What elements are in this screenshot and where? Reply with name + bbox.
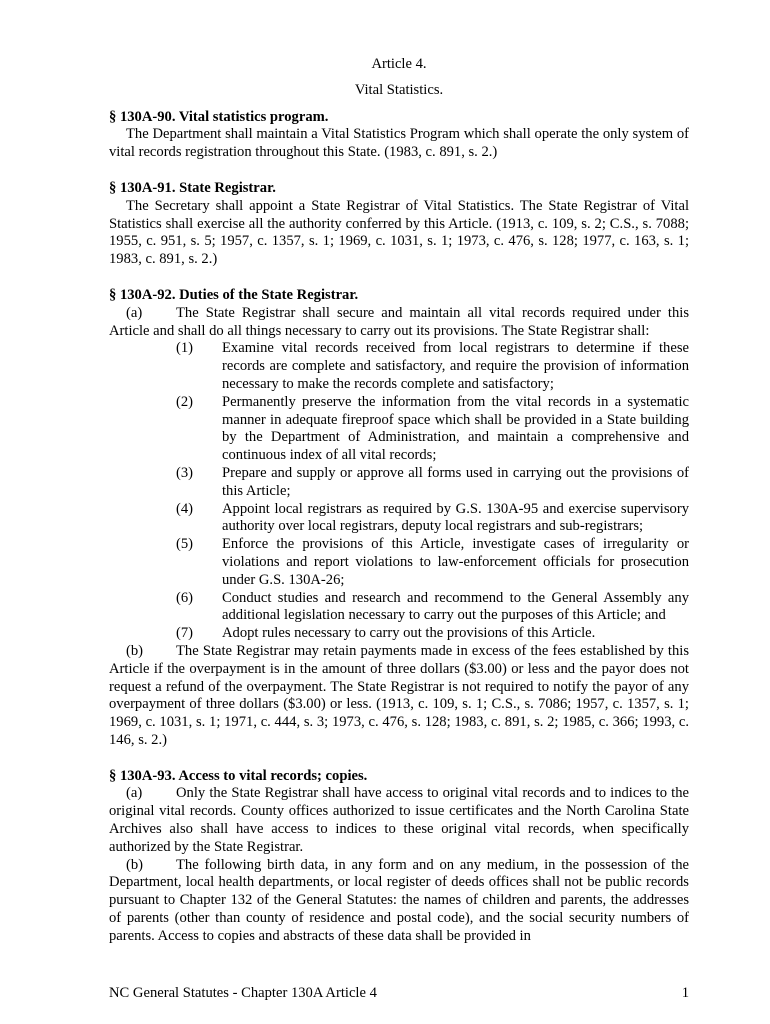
item-number: (1) — [176, 340, 194, 357]
page-footer — [109, 985, 689, 1003]
subsection-b — [109, 857, 689, 946]
subsection-b — [109, 643, 689, 750]
subsection-marker: (a) — [126, 785, 143, 802]
item-text: Adopt rules necessary to carry out the provisions of this Article. — [222, 625, 596, 642]
item-number: (3) — [176, 464, 194, 481]
item-text: Conduct studies and research and recommend to the General Assembly any additional legislation necessary to carry out the purposes of this Article; and — [222, 589, 689, 624]
item-text: Prepare and supply or approve all forms used in carrying out the provisions of this Article; — [222, 464, 689, 499]
subsection-a — [109, 305, 689, 341]
list-item — [109, 501, 689, 537]
item-number: (6) — [176, 589, 194, 606]
list-item — [109, 536, 689, 589]
subsection-text: The State Registrar may retain payments made in excess of the fees established by this Article if the overpayment is in the amount of three dollars ($3.00) or less and the payor does not request a refund of the overpayment. The State Registrar is not required to notify the payor of any overpayment of three dollars ($3.00) or less. (1913, c. 109, s. 1; C.S., s. 7086; 1957, c. 1357, s. 1; 1969, c. 1031, s. 1; 1971, c. 444, s. 3; 1973, c. 476, s. 128; 1983, c. 891, s. 2; 1985, c. 366; 1993, c. 146, s. 2.) — [109, 642, 689, 748]
subsection-text: The State Registrar shall secure and maintain all vital records required under this Article and shall do all things necessary to carry out its provisions. The State Registrar shall: — [109, 304, 689, 339]
subsection-a — [109, 785, 689, 856]
list-item — [109, 340, 689, 393]
section-130a-90 — [109, 109, 689, 162]
section-heading: § 130A-92. Duties of the State Registrar. — [109, 286, 359, 303]
item-number: (7) — [176, 625, 194, 642]
section-130a-91 — [109, 180, 689, 269]
section-heading: § 130A-90. Vital statistics program. — [109, 108, 329, 125]
duties-list — [109, 340, 689, 643]
subsection-text: Only the State Registrar shall have access to original vital records and to indices to the original vital records. County offices authorized to issue certificates and the North Carolina State Archives also shall have access to indices to these original vital records, when specifically authorized by the State Registrar. — [109, 785, 689, 855]
section-text: The Department shall maintain a Vital Statistics Program which shall operate the only system of vital records registration throughout this State. (1983, c. 891, s. 2.) — [109, 126, 689, 161]
subsection-marker: (b) — [126, 642, 144, 659]
section-text: The Secretary shall appoint a State Registrar of Vital Statistics. The State Registrar of Vital Statistics shall exercise all the authority conferred by this Article. (1913, c. 109, s. 2; C.S., s. 7088; 1955, c. 951, s. 5; 1957, c. 1357, s. 1; 1969, c. 1031, s. 1; 1973, c. 476, s. 128; 1977, c. 163, s. 1; 1983, c. 891, s. 2.) — [109, 197, 689, 268]
list-item — [109, 465, 689, 501]
subsection-marker: (a) — [126, 304, 143, 321]
list-item — [109, 625, 689, 643]
page-number: 1 — [681, 985, 689, 1001]
list-item — [109, 590, 689, 626]
document-page — [109, 56, 689, 964]
list-item — [109, 394, 689, 465]
footer-title: NC General Statutes - Chapter 130A Article 4 — [109, 985, 377, 1001]
item-text: Appoint local registrars as required by G.S. 130A-95 and exercise supervisory authority over local registrars, deputy local registrars and sub-registrars; — [222, 500, 689, 535]
item-number: (5) — [176, 536, 194, 553]
section-heading: § 130A-91. State Registrar. — [109, 179, 276, 196]
item-number: (4) — [176, 500, 194, 517]
item-text: Permanently preserve the information from the vital records in a systematic manner in adequate fireproof space which shall be provided in a State building by the Department of Administration, and maintain a comprehensive and continuous index of all vital records; — [222, 393, 689, 464]
article-subtitle: Vital Statistics. — [354, 81, 444, 98]
section-heading: § 130A-93. Access to vital records; copies. — [109, 767, 368, 784]
item-text: Enforce the provisions of this Article, investigate cases of irregularity or violations and report violations to law-enforcement officials for prosecution under G.S. 130A-26; — [222, 536, 689, 588]
subsection-marker: (b) — [126, 856, 144, 873]
article-title: Article 4. — [371, 56, 427, 72]
section-130a-93 — [109, 768, 689, 946]
item-number: (2) — [176, 393, 194, 410]
item-text: Examine vital records received from local registrars to determine if these records are complete and satisfactory, and require the provision of information necessary to make the records complete and satisfactory; — [222, 340, 689, 392]
section-130a-92 — [109, 287, 689, 750]
subsection-text: The following birth data, in any form and on any medium, in the possession of the Department, local health departments, or local register of deeds offices shall not be public records pursuant to Chapter 132 of the General Statutes: the names of children and parents, the addresses of parents (other than county of residence and postal code), and the social security numbers of parents. Access to copies and abstracts of these data shall be provided in — [109, 856, 689, 944]
